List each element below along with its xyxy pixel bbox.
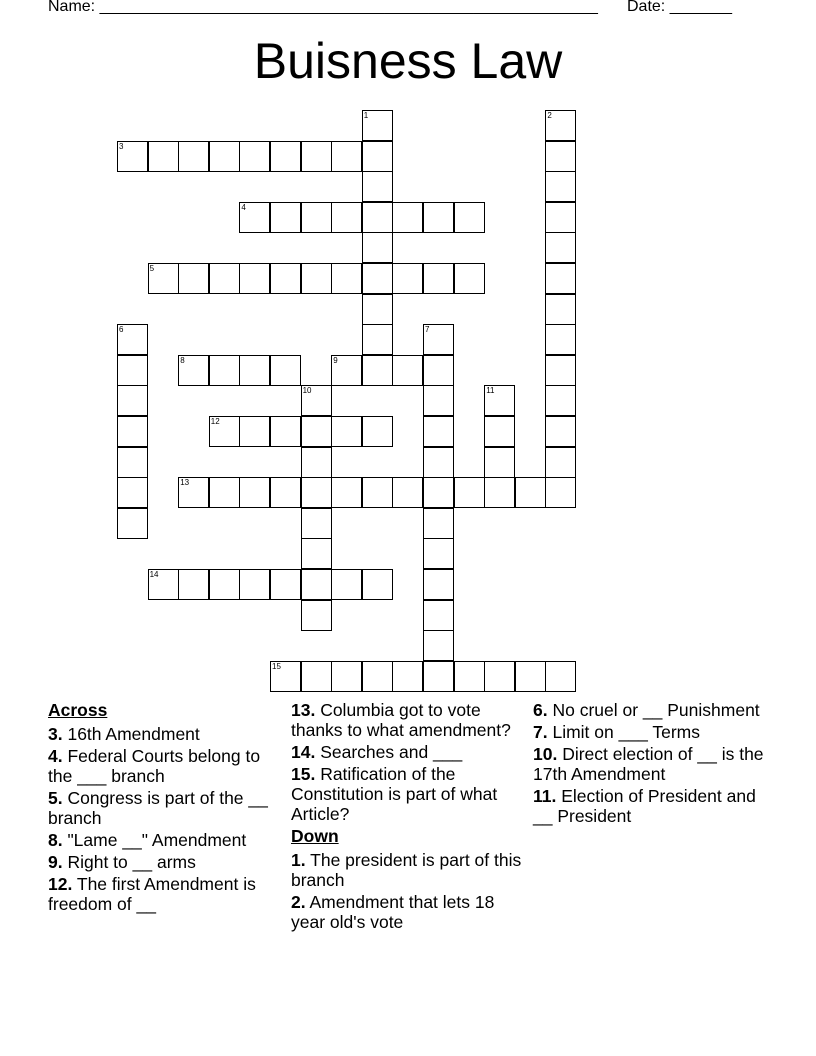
- clue-number: 13: [180, 478, 190, 488]
- clue-number-label: 15.: [291, 764, 316, 784]
- clue-text: Columbia got to vote thanks to what amendment?: [291, 700, 511, 740]
- crossword-cell[interactable]: [515, 477, 546, 508]
- clue-number-label: 13.: [291, 700, 316, 720]
- crossword-cell[interactable]: [270, 569, 301, 600]
- clue-number: 8: [180, 355, 185, 365]
- clue-number-label: 5.: [48, 788, 63, 808]
- clue-text: "Lame __" Amendment: [62, 830, 247, 850]
- crossword-cell[interactable]: [423, 508, 454, 539]
- crossword-cell[interactable]: [362, 263, 393, 294]
- clue-number: 11: [486, 386, 495, 396]
- crossword-cell[interactable]: [117, 324, 148, 355]
- crossword-cell[interactable]: [423, 202, 454, 233]
- crossword-cell[interactable]: [239, 202, 270, 233]
- crossword-cell[interactable]: [117, 141, 148, 172]
- down-clues-column-3: [533, 700, 773, 828]
- crossword-cell[interactable]: [392, 661, 423, 692]
- crossword-cell[interactable]: [423, 385, 454, 416]
- name-label: Name:: [48, 0, 96, 15]
- crossword-cell[interactable]: [362, 141, 393, 172]
- across-clue: [48, 874, 288, 914]
- crossword-cell[interactable]: [209, 263, 240, 294]
- crossword-cell[interactable]: [545, 110, 576, 141]
- down-clue: [533, 722, 773, 742]
- crossword-cell[interactable]: [545, 416, 576, 447]
- clue-number-label: 1.: [291, 850, 306, 870]
- crossword-cell[interactable]: [484, 661, 515, 692]
- clue-number: 12: [210, 417, 220, 426]
- crossword-cell[interactable]: [362, 661, 393, 692]
- crossword-cell[interactable]: [239, 141, 270, 172]
- crossword-cell[interactable]: [545, 294, 576, 325]
- clue-text: Right to __ arms: [62, 852, 196, 872]
- crossword-cell[interactable]: [178, 263, 209, 294]
- crossword-cell[interactable]: [301, 202, 332, 233]
- across-clue: [48, 746, 288, 786]
- crossword-cell[interactable]: [423, 600, 454, 631]
- crossword-cell[interactable]: [117, 477, 148, 508]
- across-heading: Across: [48, 700, 108, 720]
- crossword-cell[interactable]: [178, 355, 209, 386]
- crossword-cell[interactable]: [301, 661, 332, 692]
- clue-text: Ratification of the Constitution is part of what Article?: [291, 764, 498, 824]
- clue-number-label: 6.: [533, 700, 548, 720]
- down-clue: [533, 700, 773, 720]
- crossword-cell[interactable]: [239, 416, 270, 447]
- down-clue: [533, 786, 773, 826]
- clues-column-2: [291, 700, 531, 934]
- crossword-cell[interactable]: [423, 538, 454, 569]
- clue-number-label: 9.: [48, 852, 63, 872]
- crossword-cell[interactable]: [423, 630, 454, 661]
- crossword-cell[interactable]: [362, 355, 393, 386]
- crossword-cell[interactable]: [545, 202, 576, 233]
- crossword-cell[interactable]: [545, 263, 576, 294]
- crossword-cell[interactable]: [270, 202, 301, 233]
- crossword-cell[interactable]: [423, 355, 454, 386]
- crossword-cell[interactable]: [392, 202, 423, 233]
- crossword-cell[interactable]: [301, 538, 332, 569]
- crossword-cell[interactable]: [331, 661, 362, 692]
- crossword-cell[interactable]: [423, 324, 454, 355]
- crossword-cell[interactable]: [331, 263, 362, 294]
- crossword-cell[interactable]: [270, 661, 301, 692]
- crossword-cell[interactable]: [362, 477, 393, 508]
- down-heading: Down: [291, 826, 339, 846]
- clue-text: 16th Amendment: [62, 724, 200, 744]
- clue-number-label: 14.: [291, 742, 316, 762]
- crossword-cell[interactable]: [362, 202, 393, 233]
- crossword-cell[interactable]: [545, 141, 576, 172]
- clue-number: 9: [333, 355, 338, 365]
- crossword-cell[interactable]: [270, 263, 301, 294]
- date-label: Date:: [627, 0, 666, 15]
- crossword-cell[interactable]: [362, 232, 393, 263]
- crossword-cell[interactable]: [209, 569, 240, 600]
- across-clues-column-1: [48, 700, 288, 916]
- crossword-cell[interactable]: [270, 141, 301, 172]
- crossword-cell[interactable]: [545, 447, 576, 478]
- clue-number: 2: [547, 111, 552, 120]
- name-line: ________________________________________________________: [99, 0, 598, 15]
- crossword-cell[interactable]: [239, 477, 270, 508]
- clue-text: Searches and ___: [315, 742, 463, 762]
- crossword-cell[interactable]: [484, 447, 515, 478]
- clue-number-label: 10.: [533, 744, 558, 764]
- clue-number: 7: [425, 325, 430, 335]
- crossword-cell[interactable]: [362, 294, 393, 325]
- clue-number-label: 8.: [48, 830, 63, 850]
- crossword-cell[interactable]: [148, 263, 179, 294]
- crossword-cell[interactable]: [209, 141, 240, 172]
- crossword-cell[interactable]: [362, 416, 393, 447]
- crossword-cell[interactable]: [301, 447, 332, 478]
- clue-number-label: 11.: [533, 786, 557, 806]
- crossword-cell[interactable]: [545, 661, 576, 692]
- crossword-cell[interactable]: [117, 385, 148, 416]
- clue-text: No cruel or __ Punishment: [547, 700, 760, 720]
- across-clue: [48, 788, 288, 828]
- crossword-cell[interactable]: [484, 385, 515, 416]
- crossword-cell[interactable]: [301, 508, 332, 539]
- crossword-cell[interactable]: [362, 171, 393, 202]
- crossword-cell[interactable]: [148, 141, 179, 172]
- crossword-cell[interactable]: [331, 416, 362, 447]
- clue-text: Federal Courts belong to the ___ branch: [48, 746, 261, 786]
- across-clue: [48, 830, 288, 850]
- crossword-cell[interactable]: [392, 263, 423, 294]
- crossword-cell[interactable]: [545, 385, 576, 416]
- clue-number: 5: [149, 264, 155, 273]
- clue-number-label: 3.: [48, 724, 63, 744]
- crossword-cell[interactable]: [454, 202, 485, 233]
- clue-number: 14: [149, 570, 159, 579]
- crossword-cell[interactable]: [301, 569, 332, 600]
- date-line: _______: [669, 0, 732, 15]
- crossword-cell[interactable]: [239, 569, 270, 600]
- crossword-cell[interactable]: [178, 477, 209, 508]
- clue-number-label: 7.: [533, 722, 548, 742]
- crossword-cell[interactable]: [209, 477, 240, 508]
- crossword-cell[interactable]: [331, 477, 362, 508]
- crossword-cell[interactable]: [362, 110, 393, 141]
- crossword-cell[interactable]: [362, 324, 393, 355]
- crossword-cell[interactable]: [423, 661, 454, 692]
- crossword-cell[interactable]: [392, 355, 423, 386]
- crossword-cell[interactable]: [148, 569, 179, 600]
- clue-text: Congress is part of the __ branch: [48, 788, 268, 828]
- crossword-cell[interactable]: [423, 263, 454, 294]
- down-clue: [533, 744, 773, 784]
- crossword-cell[interactable]: [392, 477, 423, 508]
- crossword-cell[interactable]: [423, 416, 454, 447]
- crossword-cell[interactable]: [331, 141, 362, 172]
- crossword-cell[interactable]: [270, 416, 301, 447]
- crossword-cell[interactable]: [545, 477, 576, 508]
- clue-number-label: 4.: [48, 746, 63, 766]
- crossword-cell[interactable]: [117, 416, 148, 447]
- clue-text: The first Amendment is freedom of __: [48, 874, 256, 914]
- crossword-cell[interactable]: [209, 355, 240, 386]
- clue-text: Election of President and __ President: [533, 786, 756, 826]
- crossword-cell[interactable]: [301, 477, 332, 508]
- across-clue: [291, 764, 531, 824]
- across-clue: [291, 700, 531, 740]
- crossword-cell[interactable]: [423, 477, 454, 508]
- down-clue: [291, 892, 531, 932]
- page-title: Buisness Law: [253, 33, 563, 89]
- crossword-cell[interactable]: [484, 416, 515, 447]
- crossword-cell[interactable]: [239, 355, 270, 386]
- crossword-cell[interactable]: [545, 355, 576, 386]
- crossword-cell[interactable]: [117, 355, 148, 386]
- crossword-cell[interactable]: [423, 569, 454, 600]
- clue-number: 3: [119, 141, 124, 151]
- across-clue: [48, 724, 288, 744]
- crossword-cell[interactable]: [545, 171, 576, 202]
- crossword-cell[interactable]: [301, 263, 332, 294]
- clue-number-label: 12.: [48, 874, 73, 894]
- crossword-cell[interactable]: [301, 141, 332, 172]
- crossword-cell[interactable]: [515, 661, 546, 692]
- crossword-cell[interactable]: [331, 569, 362, 600]
- crossword-cell[interactable]: [362, 569, 393, 600]
- down-clue: [291, 850, 531, 890]
- crossword-cell[interactable]: [454, 263, 485, 294]
- crossword-cell[interactable]: [117, 508, 148, 539]
- clue-number: 15: [272, 661, 281, 671]
- crossword-cell[interactable]: [301, 416, 332, 447]
- crossword-cell[interactable]: [423, 447, 454, 478]
- crossword-cell[interactable]: [239, 263, 270, 294]
- crossword-cell[interactable]: [454, 477, 485, 508]
- crossword-cell[interactable]: [270, 477, 301, 508]
- crossword-cell[interactable]: [301, 385, 332, 416]
- clue-number-label: 2.: [291, 892, 306, 912]
- clue-text: Limit on ___ Terms: [547, 722, 700, 742]
- crossword-cell[interactable]: [331, 202, 362, 233]
- crossword-cell[interactable]: [545, 232, 576, 263]
- crossword-cell[interactable]: [117, 447, 148, 478]
- clue-number: 4: [241, 202, 246, 212]
- clue-text: Direct election of __ is the 17th Amendment: [533, 744, 764, 784]
- crossword-cell[interactable]: [178, 141, 209, 172]
- crossword-cell[interactable]: [454, 661, 485, 692]
- crossword-cell[interactable]: [331, 355, 362, 386]
- crossword-cell[interactable]: [484, 477, 515, 508]
- clue-number: 1: [363, 111, 369, 120]
- clue-text: Amendment that lets 18 year old's vote: [291, 892, 495, 932]
- clue-text: The president is part of this branch: [291, 850, 522, 890]
- clue-number: 10: [302, 386, 312, 396]
- clue-number: 6: [119, 325, 124, 335]
- across-clue: [48, 852, 288, 872]
- across-clue: [291, 742, 531, 762]
- crossword-cell[interactable]: [209, 416, 240, 447]
- crossword-cell[interactable]: [178, 569, 209, 600]
- crossword-cell[interactable]: [270, 355, 301, 386]
- crossword-cell[interactable]: [545, 324, 576, 355]
- crossword-cell[interactable]: [301, 600, 332, 631]
